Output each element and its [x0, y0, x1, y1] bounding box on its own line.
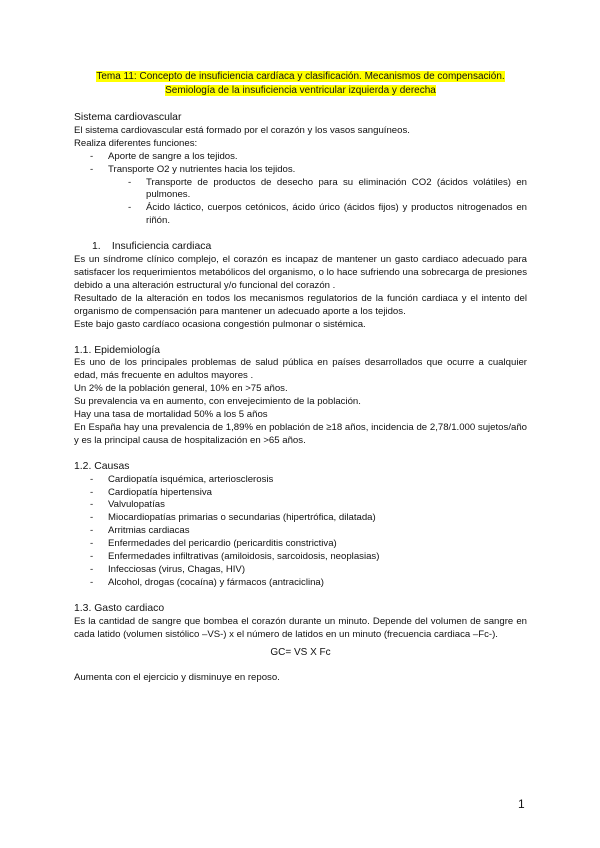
causes-list [74, 474, 527, 590]
section-insuficiencia-cardiaca [74, 241, 527, 331]
paragraph: El sistema cardiovascular está formado por el corazón y los vasos sanguíneos. [74, 124, 410, 136]
section-heading: 1.1. Epidemiología [74, 344, 161, 356]
formula: GC= VS X Fc [270, 646, 331, 658]
paragraph: Aumenta con el ejercicio y disminuye en reposo. [74, 672, 280, 684]
section-heading-text: Insuficiencia cardiaca [111, 241, 212, 253]
page-number: 1 [518, 797, 525, 811]
list-item: - Valvulopatías [74, 499, 527, 512]
paragraph: En España hay una prevalencia de 1,89% en población de ≥18 años, incidencia de 2,78/1.000 sujetos/año y es la principal causa de hospitalización en >65 años. [74, 421, 527, 446]
document-page [74, 70, 527, 685]
section-causas [74, 461, 527, 590]
section-heading: Sistema cardiovascular [74, 112, 182, 123]
list-item: - Transporte O2 y nutrientes hacia los tejidos. [74, 164, 527, 177]
paragraph: Este bajo gasto cardíaco ocasiona congestión pulmonar o sistémica. [74, 318, 366, 330]
paragraph: Realiza diferentes funciones: [74, 137, 198, 149]
list-item: - Ácido láctico, cuerpos cetónicos, ácido úrico (ácidos fijos) y productos nitrogenados en riñón. [74, 202, 527, 228]
section-sistema-cardiovascular [74, 112, 527, 228]
document-title [74, 70, 527, 98]
list-item: - Cardiopatía isquémica, arteriosclerosis [74, 474, 527, 487]
section-heading: 1.3. Gasto cardiaco [74, 602, 165, 614]
list-item: - Enfermedades del pericardio (pericarditis constrictiva) [74, 538, 527, 551]
paragraph: Hay una tasa de mortalidad 50% a los 5 años [74, 409, 268, 421]
section-epidemiologia [74, 345, 527, 448]
list-item: - Arritmias cardiacas [74, 525, 527, 538]
list-item: - Miocardiopatías primarias o secundarias (hipertrófica, dilatada) [74, 512, 527, 525]
title-line-1: Tema 11: Concepto de insuficiencia cardíaca y clasificación. Mecanismos de compensación. [96, 71, 505, 82]
list-item: - Enfermedades infiltrativas (amiloidosis, sarcoidosis, neoplasias) [74, 551, 527, 564]
functions-list [74, 151, 527, 177]
paragraph: Resultado de la alteración en todos los mecanismos regulatorios de la función cardiaca y el intento del organismo de compensación para mantener un adecuado aporte a los tejidos. [74, 292, 527, 317]
section-heading [74, 241, 527, 254]
title-line-2: Semiología de la insuficiencia ventricular izquierda y derecha [165, 85, 436, 96]
paragraph: Es la cantidad de sangre que bombea el corazón durante un minuto. Depende del volumen de sangre en cada latido (volumen sistólico –VS-) x el número de latidos en un minuto (frecuencia cardiaca –Fc-). [74, 615, 527, 640]
list-item: - Transporte de productos de desecho para su eliminación CO2 (ácidos volátiles) en pulmones. [74, 177, 527, 203]
section-gasto-cardiaco [74, 603, 527, 686]
paragraph: Es uno de los principales problemas de salud pública en países desarrollados que ocurre a cualquier edad, más frecuente en adultos mayores . [74, 357, 527, 382]
paragraph: Su prevalencia va en aumento, con envejecimiento de la población. [74, 396, 361, 408]
section-heading: 1.2. Causas [74, 460, 130, 472]
list-item: - Alcohol, drogas (cocaína) y fármacos (antraciclina) [74, 577, 527, 590]
section-number: 1. [92, 241, 101, 253]
list-item: - Aporte de sangre a los tejidos. [74, 151, 527, 164]
list-item: - Infecciosas (virus, Chagas, HIV) [74, 564, 527, 577]
list-item: - Cardiopatía hipertensiva [74, 487, 527, 500]
paragraph: Es un síndrome clínico complejo, el corazón es incapaz de mantener un gasto cardiaco adecuado para satisfacer los requerimientos metabólicos del organismo, o lo hace sufriendo una sobrecarga de presiones debido a una alteración estructural y/o funcional del corazón . [74, 254, 527, 291]
paragraph: Un 2% de la población general, 10% en >75 años. [74, 383, 288, 395]
subfunctions-list [74, 177, 527, 229]
